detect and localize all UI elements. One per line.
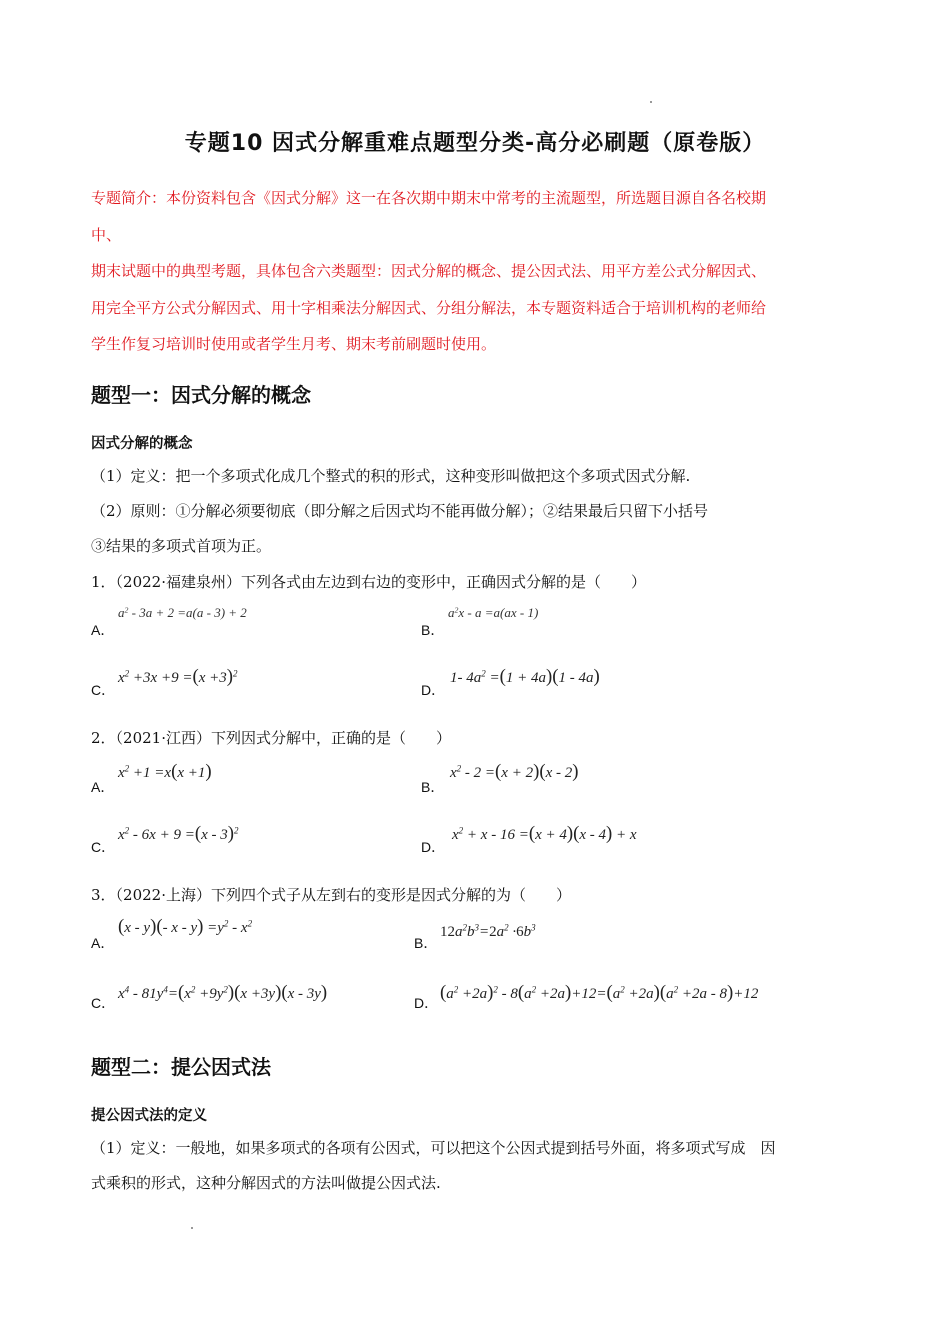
- q1-b-formula: $a^2x - a =a(ax - 1)$: [448, 605, 539, 620]
- subheading-concept: 因式分解的概念: [91, 436, 193, 452]
- page-title: 专题10 因式分解重难点题型分类-高分必刷题（原卷版）: [184, 131, 766, 156]
- q2-a-formula: $x^2 +1 =x(x +1)$: [118, 761, 212, 782]
- q2-c-formula: $x^2 - 6x + 9 =(x - 3)^2$: [118, 823, 239, 844]
- section-heading-2: 题型二：提公因式法: [91, 1055, 271, 1079]
- option-label: A．: [91, 779, 115, 795]
- q1-d-formula: 1- $4a^2 =(1 + 4a)(1 - 4a)$: [450, 666, 600, 687]
- q2-d-formula: $x^2 + x - 16 =(x + 4)(x - 4) + x$: [452, 823, 637, 844]
- q3-c-formula: $x^4 - 81y^4=(x^2 +9y^2)(x +3y)(x - 3y)$: [118, 982, 328, 1003]
- intro-line: 专题简介：本份资料包含《因式分解》这一在各次期中期末中常考的主流题型，所选题目源自各名校期: [91, 189, 767, 207]
- option-label: C．: [91, 995, 116, 1011]
- option-label: B．: [421, 622, 445, 638]
- q2-b-formula: $x^2 - 2 =(x + 2)(x - 2)$: [450, 761, 579, 782]
- q3-b-formula: $12a^2b^3=2a^2 \cdot 6b^3$: [440, 922, 536, 940]
- definition-text-2: （1）定义：一般地，如果多项式的各项有公因式，可以把这个公因式提到括号外面，将多项式写成 因: [91, 1139, 776, 1157]
- q3-d-formula: $(a^2 +2a)^2 - 8(a^2 +2a)+12=(a^2 +2a)(a^2 +2a - 8)+12$: [440, 982, 759, 1003]
- option-label: D．: [414, 995, 439, 1011]
- principle-text-2: ③结果的多项式首项为正。: [91, 537, 272, 555]
- definition-text: （1）定义：把一个多项式化成几个整式的积的形式，这种变形叫做把这个多项式因式分解.: [91, 467, 691, 485]
- intro-line: 期末试题中的典型考题，具体包含六类题型：因式分解的概念、提公因式法、用平方差公式分解因式、: [91, 262, 767, 280]
- option-label: A．: [91, 622, 115, 638]
- q3-a-formula: (x - y)(- $x - y) =y^2 - x^2$: [118, 916, 253, 937]
- option-label: B．: [421, 779, 445, 795]
- subheading-common-factor: 提公因式法的定义: [91, 1108, 207, 1124]
- option-label: A．: [91, 935, 115, 951]
- intro-line: 用完全平方公式分解因式、用十字相乘法分解因式、分组分解法，本专题资料适合于培训机构的老师给: [91, 298, 767, 317]
- option-label: C．: [91, 839, 116, 855]
- intro-line: 学生作复习培训时使用或者学生月考、期末考前刷题时使用。: [91, 335, 497, 353]
- question-2-stem: 2．（2021·江西）下列因式分解中，正确的是（ ）: [91, 729, 451, 747]
- question-1-stem: 1．（2022·福建泉州）下列各式由左边到右边的变形中，正确因式分解的是（ ）: [91, 573, 646, 591]
- q1-a-formula: $a^2 - 3a + 2 =a(a - 3) + 2$: [118, 605, 247, 620]
- question-3-stem: 3．（2022·上海）下列四个式子从左到右的变形是因式分解的为（ ）: [91, 886, 571, 904]
- option-label: D．: [421, 682, 446, 698]
- option-label: B．: [414, 935, 438, 951]
- q1-c-formula: $x^2 +3x +9 =(x +3)^2$: [118, 666, 238, 687]
- section-heading-1: 题型一：因式分解的概念: [91, 383, 311, 407]
- principle-text: （2）原则：①分解必须要彻底（即分解之后因式均不能再做分解）；②结果最后只留下小括号: [91, 502, 709, 520]
- topic-intro: [91, 180, 871, 363]
- definition-text-2-cont: 式乘积的形式，这种分解因式的方法叫做提公因式法.: [91, 1174, 441, 1192]
- scan-speck: [650, 101, 652, 103]
- option-label: C．: [91, 682, 116, 698]
- scan-speck: [191, 1227, 193, 1229]
- option-label: D．: [421, 839, 446, 855]
- intro-line: 中、: [91, 225, 122, 244]
